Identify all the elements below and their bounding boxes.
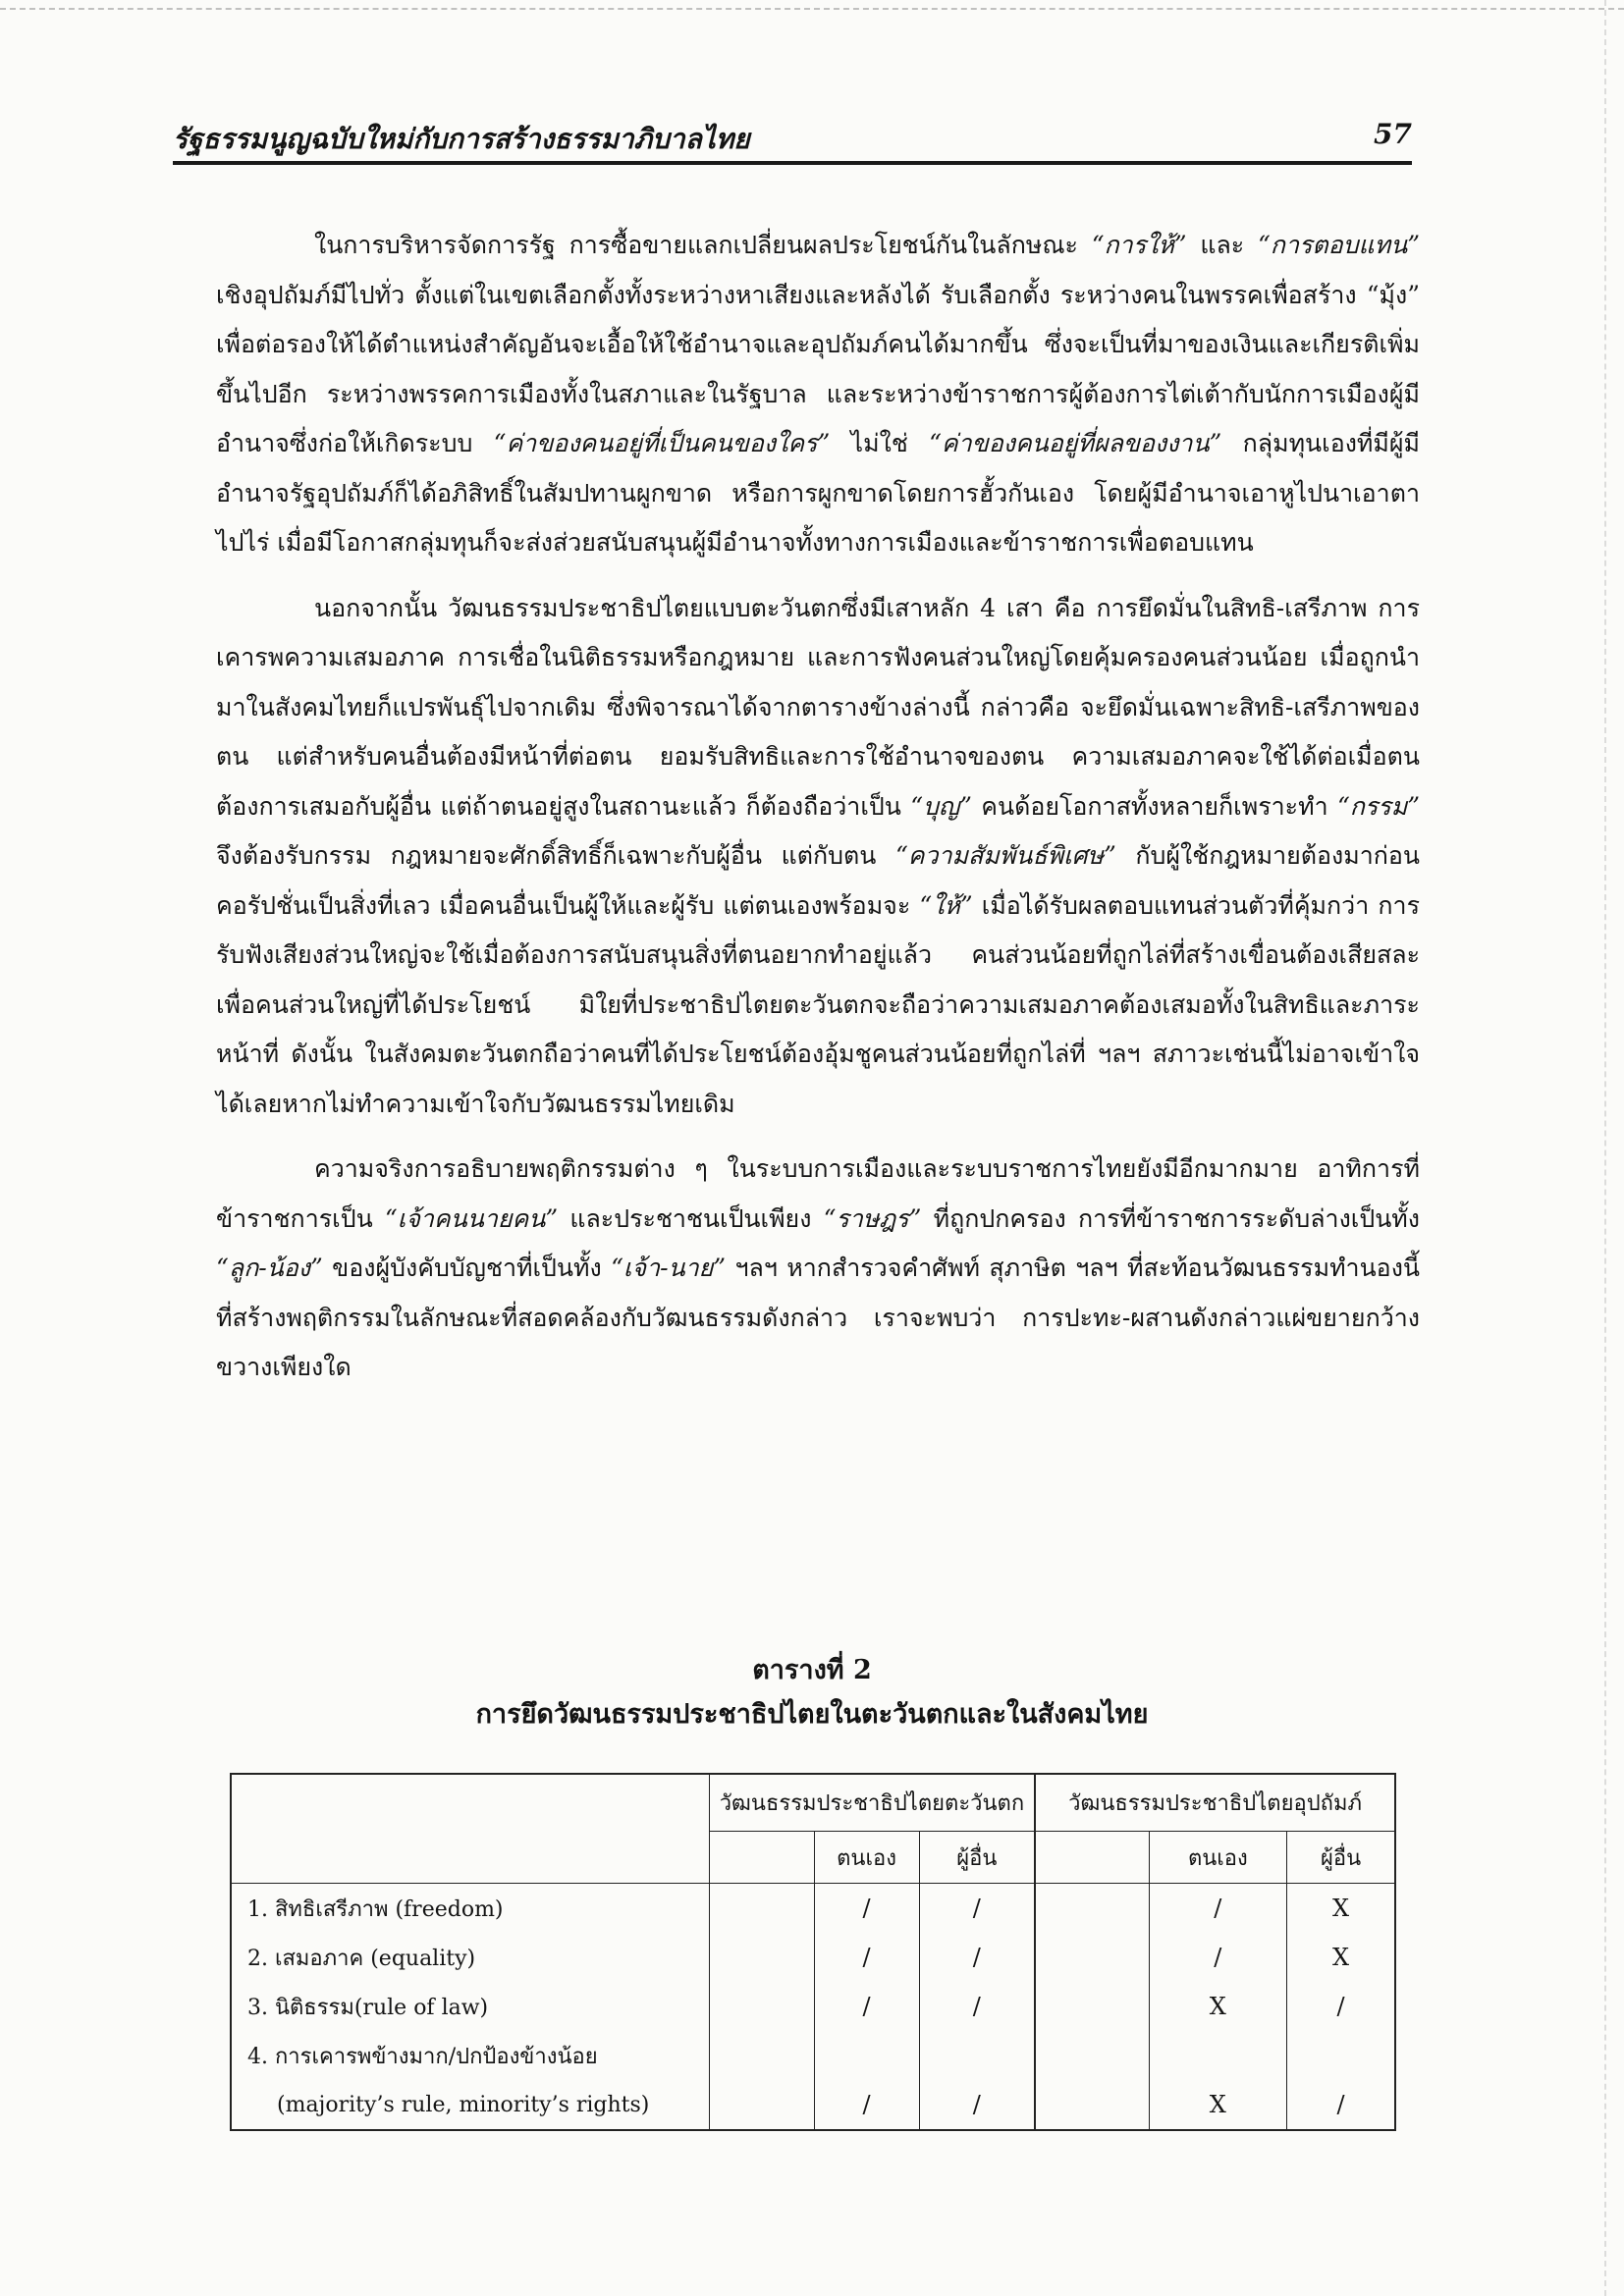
paragraph <box>216 584 1420 1130</box>
row-label: 1. สิทธิเสรีภาพ (freedom) <box>231 1884 709 1934</box>
west-other-mark: / <box>919 1933 1035 1982</box>
emphasis-text: “เจ้า-นาย” <box>611 1254 727 1282</box>
text-run: นอกจากนั้น วัฒนธรรมประชาธิปไตยแบบตะวันตกซึ่งมีเสาหลัก 4 เสา คือ การยึดมั่นในสิทธิ-เสรีภาพ การเคารพความเสมอภาค การเชื่อในนิติธรรมหรือกฎหมาย และการฟังคนส่วนใหญ่โดยคุ้มครองคนส่วนน้อย เมื่อถูกนำมาในสังคมไทยก็แปรพันธุ์ไปจากเดิม ซึ่งพิจารณาได้จากตารางข้างล่างนี้ กล่าวคือ จะยึดมั่นเฉพาะสิทธิ-เสรีภาพของตน แต่สำหรับคนอื่นต้องมีหน้าที่ต่อตน ยอมรับสิทธิและการใช้อำนาจของตน ความเสมอภาคจะใช้ได้ต่อเมื่อตนต้องการเสมอกับผู้อื่น แต่ถ้าตนอยู่สูงในสถานะแล้ว ก็ต้องถือว่าเป็น <box>216 593 1420 821</box>
table-spacer-cell <box>1035 1832 1149 1884</box>
text-run: ในการบริหารจัดการรัฐ การซื้อขายแลกเปลี่ยนผลประโยชน์กันในลักษณะ <box>314 231 1092 259</box>
row-label: 2. เสมอภาค (equality) <box>247 1946 476 1971</box>
sub-header-self: ตนเอง <box>814 1832 919 1884</box>
west-other-mark: / <box>919 1982 1035 2031</box>
sub-header-other: ผู้อื่น <box>919 1832 1035 1884</box>
group-patron-header: วัฒนธรรมประชาธิปไตยอุปถัมภ์ <box>1035 1774 1395 1832</box>
body-text <box>216 221 1420 1409</box>
table-corner-cell <box>231 1774 709 1832</box>
text-run: เชิงอุปถัมภ์มีไปทั่ว ตั้งแต่ในเขตเลือกตั้งทั้งระหว่างหาเสียงและหลังได้ รับเลือกตั้ง ระหว่างคนในพรรคเพื่อสร้าง “มุ้ง” เพื่อต่อรองให้ได้ตำแหน่งสำคัญอันจะเอื้อให้ใช้อำนาจและอุปถัมภ์คนได้มากขึ้น ซึ่งจะเป็นที่มาของเงินและเกียรติเพิ่มขึ้นไปอีก ระหว่างพรรคการเมืองทั้งในสภาและในรัฐบาล และระหว่างข้าราชการผู้ต้องการไต่เต้ากับนักการเมืองผู้มีอำนาจซึ่งก่อให้เกิดระบบ <box>216 280 1420 457</box>
text-run: กลุ่มทุนเองที่มีผู้มีอำนาจรัฐอุปถัมภ์ก็ได้อภิสิทธิ์ในสัมปทานผูกขาด หรือการผูกขาดโดยการฮั้วกันเอง โดยผู้มีอำนาจเอาหูไปนาเอาตาไปไร่ เมื่อมีโอกาสกลุ่มทุนก็จะส่งส่วยสนับสนุนผู้มีอำนาจทั้งทางการเมืองและข้าราชการเพื่อตอบแทน <box>216 429 1420 557</box>
patron-other-mark: / <box>1287 1982 1395 2031</box>
text-run: คนด้อยโอกาสทั้งหลายก็เพราะทำ <box>971 791 1337 821</box>
paragraph <box>216 1145 1420 1393</box>
west-self-mark: / <box>814 1884 919 1934</box>
table-title: การยึดวัฒนธรรมประชาธิปไตยในตะวันตกและในสังคมไทย <box>475 1699 1149 1730</box>
table-spacer-cell <box>709 1832 814 1884</box>
west-self-mark: / <box>814 1933 919 1982</box>
text-run: ฯลฯ หากสำรวจคำศัพท์ สุภาษิต ฯลฯ ที่สะท้อนวัฒนธรรมทำนองนี้ที่สร้างพฤติกรรมในลักษณะที่สอดคล้องกับวัฒนธรรมดังกล่าว เราจะพบว่า การปะทะ-ผสานดังกล่าวแผ่ขยายกว้างขวางเพียงใด <box>216 1254 1420 1381</box>
table-caption <box>0 1651 1624 1739</box>
table-corner-cell <box>231 1832 709 1884</box>
emphasis-text: “การให้” <box>1091 231 1187 259</box>
patron-other-mark: X <box>1287 1884 1395 1934</box>
text-run: และ <box>1186 231 1259 259</box>
emphasis-text: “เจ้าคนนายคน” <box>384 1203 559 1233</box>
table-row <box>231 2080 1395 2130</box>
text-run: ไม่ใช่ <box>830 429 930 457</box>
table-row <box>231 2031 1395 2080</box>
table-row <box>231 1884 1395 1934</box>
table-row <box>231 1933 1395 1982</box>
patron-self-mark: X <box>1149 2080 1287 2130</box>
text-run: ที่ถูกปกครอง การที่ข้าราชการระดับล่างเป็นทั้ง <box>921 1203 1420 1233</box>
text-run: กับผู้ใช้กฎหมายต้องมาก่อน คอรัปชั่นเป็นสิ่งที่เลว เมื่อคนอื่นเป็นผู้ให้และผู้รับ แต่ตนเองพร้อมจะ <box>216 841 1420 920</box>
text-run: เมื่อได้รับผลตอบแทนส่วนตัวที่คุ้มกว่า การรับฟังเสียงส่วนใหญ่จะใช้เมื่อต้องการสนับสนุนสิ่งที่ตนอยากทำอยู่แล้ว คนส่วนน้อยที่ถูกไล่ที่สร้างเขื่อนต้องเสียสละเพื่อคนส่วนใหญ่ที่ได้ประโยชน์ มิใยที่ประชาธิปไตยตะวันตกจะถือว่าความเสมอภาคต้องเสมอทั้งในสิทธิและภาระหน้าที่ ดังนั้น ในสังคมตะวันตกถือว่าคนที่ได้ประโยชน์ต้องอุ้มชูคนส่วนน้อยที่ถูกไล่ที่ ฯลฯ สภาวะเช่นนี้ไม่อาจเข้าใจได้เลยหากไม่ทำความเข้าใจกับวัฒนธรรมไทยเดิม <box>216 890 1420 1118</box>
text-run: และประชาชนเป็นเพียง <box>558 1203 824 1233</box>
patron-self-mark: X <box>1149 1982 1287 2031</box>
emphasis-text: “ให้” <box>919 890 973 920</box>
patron-other-mark: / <box>1287 2080 1395 2130</box>
emphasis-text: “บุญ” <box>910 791 972 821</box>
table-row <box>231 1982 1395 2031</box>
paragraph <box>216 221 1420 568</box>
emphasis-text: “การตอบแทน” <box>1258 231 1420 259</box>
patron-self-mark: / <box>1149 1933 1287 1982</box>
patron-self-mark: / <box>1149 1884 1287 1934</box>
row-label: 3. นิติธรรม(rule of law) <box>247 1995 489 2020</box>
text-run: จึงต้องรับกรรม กฎหมายจะศักดิ์สิทธิ์ก็เฉพาะกับผู้อื่น แต่กับตน <box>216 841 895 870</box>
west-other-mark: / <box>919 2080 1035 2130</box>
west-self-mark: / <box>814 2080 919 2130</box>
row-label: 4. การเคารพข้างมาก/ปกป้องข้างน้อย <box>247 2044 598 2069</box>
comparison-table <box>230 1773 1396 2131</box>
emphasis-text: “ค่าของคนอยู่ที่ผลของงาน” <box>929 429 1222 457</box>
sub-header-other: ผู้อื่น <box>1287 1832 1395 1884</box>
scan-edge-right <box>1604 0 1624 2296</box>
emphasis-text: “กรรม” <box>1336 791 1420 821</box>
table-group-header <box>231 1774 1395 1832</box>
west-other-mark: / <box>919 1884 1035 1934</box>
emphasis-text: “ลูก-น้อง” <box>216 1254 323 1282</box>
text-run: ของผู้บังคับบัญชาที่เป็นทั้ง <box>322 1254 612 1282</box>
sub-header-self: ตนเอง <box>1149 1832 1287 1884</box>
text-run: ความจริงการอธิบายพฤติกรรมต่าง ๆ ในระบบการเมืองและระบบราชการไทยยังมีอีกมากมาย อาทิการที่ข้าราชการเป็น <box>216 1154 1420 1233</box>
header-rule <box>173 161 1412 165</box>
west-self-mark: / <box>814 1982 919 2031</box>
emphasis-text: “ราษฎร” <box>823 1203 922 1233</box>
page-header <box>173 118 1412 161</box>
row-label-continued: (majority’s rule, minority’s rights) <box>277 2092 650 2117</box>
running-title: รัฐธรรมนูญฉบับใหม่กับการสร้างธรรมาภิบาลไทย <box>173 123 750 155</box>
patron-other-mark: X <box>1287 1933 1395 1982</box>
page-number: 57 <box>1374 118 1412 150</box>
table-sub-header <box>231 1832 1395 1884</box>
group-west-header: วัฒนธรรมประชาธิปไตยตะวันตก <box>709 1774 1035 1832</box>
table-number: ตารางที่ 2 <box>752 1655 872 1685</box>
scan-edge-top <box>0 0 1624 10</box>
emphasis-text: “ความสัมพันธ์พิเศษ” <box>894 841 1116 870</box>
emphasis-text: “ค่าของคนอยู่ที่เป็นคนของใคร” <box>493 429 831 457</box>
